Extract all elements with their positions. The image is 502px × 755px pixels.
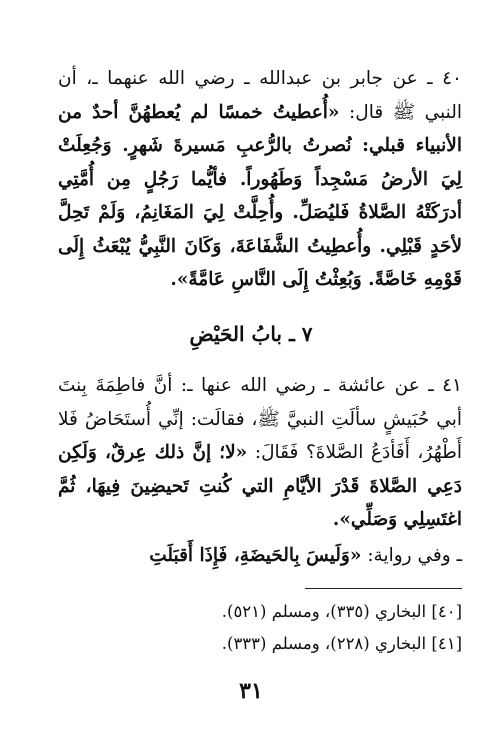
- page-number: ٣١: [239, 678, 263, 704]
- hadith-41-opening: ٤١ ـ عن عائشة ـ رضي الله عنها ـ: أنَّ فاطِمَةَ بِنتَ أبي حُبَيشٍ سألَتِ النبيَّ ﷺ، فقالَت: إنِّي أُستَحَاضُ فَلا أَطْهُرُ، أَفَأدَعُ الصَّلاةَ؟ فَقَالَ:: [58, 375, 462, 463]
- chapter-heading: ٧ ـ بابُ الحَيْضِ: [189, 322, 313, 346]
- narration-intro: ـ وفي رواية:: [367, 544, 462, 566]
- hadith-41-paragraph: [58, 369, 462, 572]
- footnote-41: [٤١] البخاري (٢٢٨)، ومسلم (٣٣٣).: [221, 634, 462, 653]
- hadith-40-quote: «أُعطيتُ خمسًا لم يُعطهُنَّ أحدٌ من الأنبياء قبلي: نُصرتُ بالرُّعبِ مَسيرةَ شَهرٍ. وَجُعِلَتْ لِيَ الأرضُ مَسْجِداً وَطَهُوراً. فأيُّما رَجُلٍ مِن أُمَّتِي أدرَكَتْهُ الصَّلاةُ فَليُصَلِّ. وأُحِلَّتْ لِيَ المَغَانِمُ، وَلَمْ تَحِلَّ لأحَدٍ قَبْلِي. وأُعطِيتُ الشَّفَاعَةَ، وَكَانَ النَّبِيُّ يُبْعَثُ إِلَى قَوْمِهِ خَاصَّةً. وَبُعِثْتُ إِلَى النَّاسِ عَامَّةً».: [58, 101, 462, 290]
- hadith-41-main: [58, 369, 462, 537]
- narration-quote: «وَلَيسَ بِالحَيضَةِ، فَإِذَا أَقبَلَتِ: [149, 544, 362, 566]
- hadith-41-narration: [58, 539, 462, 573]
- hadith-41-quote: «لا؛ إنَّ ذلك عِرقٌ، وَلَكِن دَعِي الصَّلاةَ قَدْرَ الأيَّامِ التي كُنتِ تَحيضِينَ فِيهَا، ثُمَّ اغتَسِلِي وَصَلِّي».: [58, 442, 462, 530]
- hadith-40-opening: ٤٠ ـ عن جابر بن عبدالله ـ رضي الله عنهما ـ، أن النبي ﷺ قال:: [58, 68, 462, 123]
- footnotes: [58, 596, 462, 660]
- hadith-40-paragraph: [58, 62, 462, 297]
- footnote-divider: [305, 588, 462, 589]
- footnote-40: [٤٠] البخاري (٣٣٥)، ومسلم (٥٢١).: [221, 602, 462, 621]
